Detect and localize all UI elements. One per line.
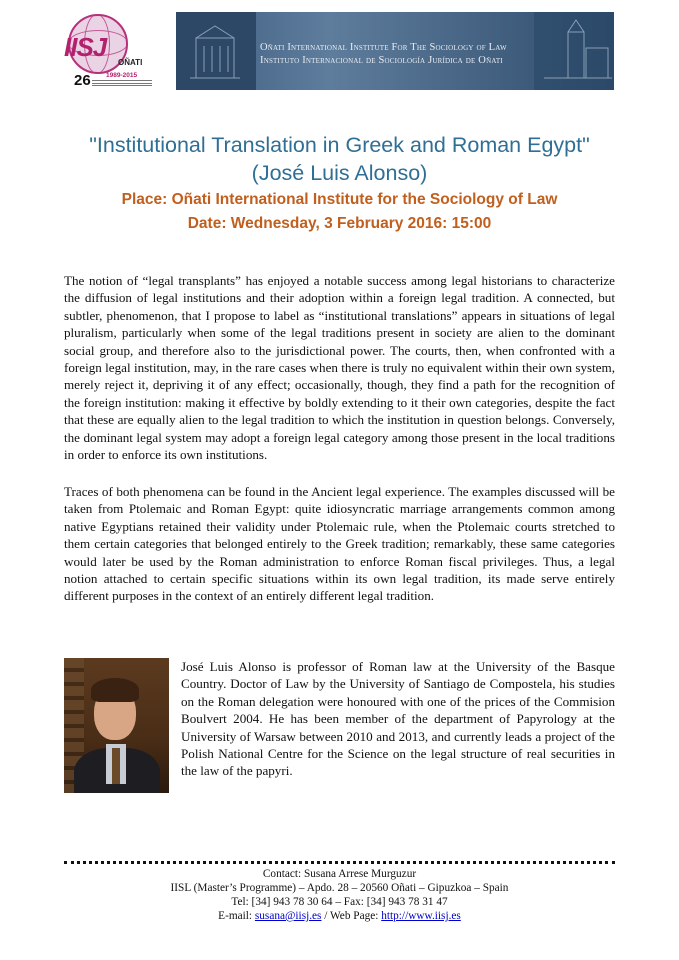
footer-contact: Contact: Susana Arrese Murguzur [262, 868, 417, 880]
event-place: Place: Oñati International Institute for the Sociology of Law [121, 191, 558, 208]
footer-phone: Tel: [34] 943 78 30 64 – Fax: [34] 943 78 31 47 [231, 896, 448, 908]
institute-logo [62, 10, 154, 92]
footer-address: IISL (Master’s Programme) – Apdo. 28 – 20560 Oñati – Gipuzkoa – Spain [170, 882, 509, 894]
footer-divider [64, 861, 615, 864]
header-banner [176, 12, 614, 90]
web-label: / Web Page: [321, 910, 382, 922]
speaker-bio: José Luis Alonso is professor of Roman law at the University of the Basque Country. Doctor of Law by the University of Santiago de Compostela, his studies on the Roman delegation were honoured with one of the prices of the Commision Boulvert 2004. He has been member of the department of Papyrology at the University of Warsaw between 2010 and 2013, and currently leads a project of the Polish National Centre for the Science on the legal structure of real securities in the law of the papyri. [181, 659, 615, 779]
logo-years: 1989-2015 [106, 72, 138, 79]
banner-line-spanish: Instituto Internacional de Sociología Jurídica de Oñati [260, 55, 503, 66]
event-speaker: (José Luis Alonso) [251, 161, 428, 185]
tower-engraving-icon [534, 12, 614, 90]
event-title: "Institutional Translation in Greek and Roman Egypt" [89, 133, 590, 157]
logo-mark: IISJ [64, 32, 107, 62]
banner-line-english: Oñati International Institute For The Sociology of Law [260, 42, 507, 53]
abstract-paragraph-1: The notion of “legal transplants” has enjoyed a notable success among legal historians to characterize the diffusion of legal institutions and their adoption within a foreign legal tradition. A connected, but subtler, phenomenon, that I propose to label as “institutional translations” appears in situations of legal pluralism, particularly when some of the legal traditions present in society are alien to the dominant social group, and therefore also to the jurisdictional power. The courts, then, when confronted with a foreign legal institution, may, in the rare cases when there is truly no equivalent within their own system, merely reject it, depriving it of any effect; occasionally, though, they find a path for the recognition of the foreign institution: making it effective by boldly extending to it their own categories, despite the fact that these are equally alien to the legal tradition to which the institution in question belongs. Conversely, the dominant legal system may adopt a foreign legal category among those present in the local traditions in order to enforce its own institutions. [64, 273, 615, 463]
web-link[interactable]: http://www.iisj.es [381, 910, 461, 922]
speaker-photo [64, 658, 169, 793]
logo-place: OÑATI [118, 58, 143, 67]
email-link[interactable]: susana@iisj.es [254, 910, 322, 922]
building-engraving-icon [176, 12, 256, 90]
logo-fine-print [92, 80, 152, 90]
event-date: Date: Wednesday, 3 February 2016: 15:00 [187, 215, 492, 232]
abstract-paragraph-2: Traces of both phenomena can be found in the Ancient legal experience. The examples discussed will be taken from Ptolemaic and Roman Egypt: quite idiosyncratic marriage arrangements common among native Egyptians retained their validity under Ptolemaic rule, when the Ptolemaic courts stretched to them certain categories that belonged entirely to the Greek tradition; remarkably, these same categories would later be used by the Roman administration to enforce Roman fiscal privileges. Thus, a legal notion attached to certain specific situations within its own legal tradition, its made serve entirely different purposes in the context of an entirely different legal tradition. [64, 484, 615, 604]
email-label: E-mail: [218, 910, 255, 922]
logo-anniversary: 26 [74, 72, 91, 89]
footer-links [0, 909, 679, 923]
